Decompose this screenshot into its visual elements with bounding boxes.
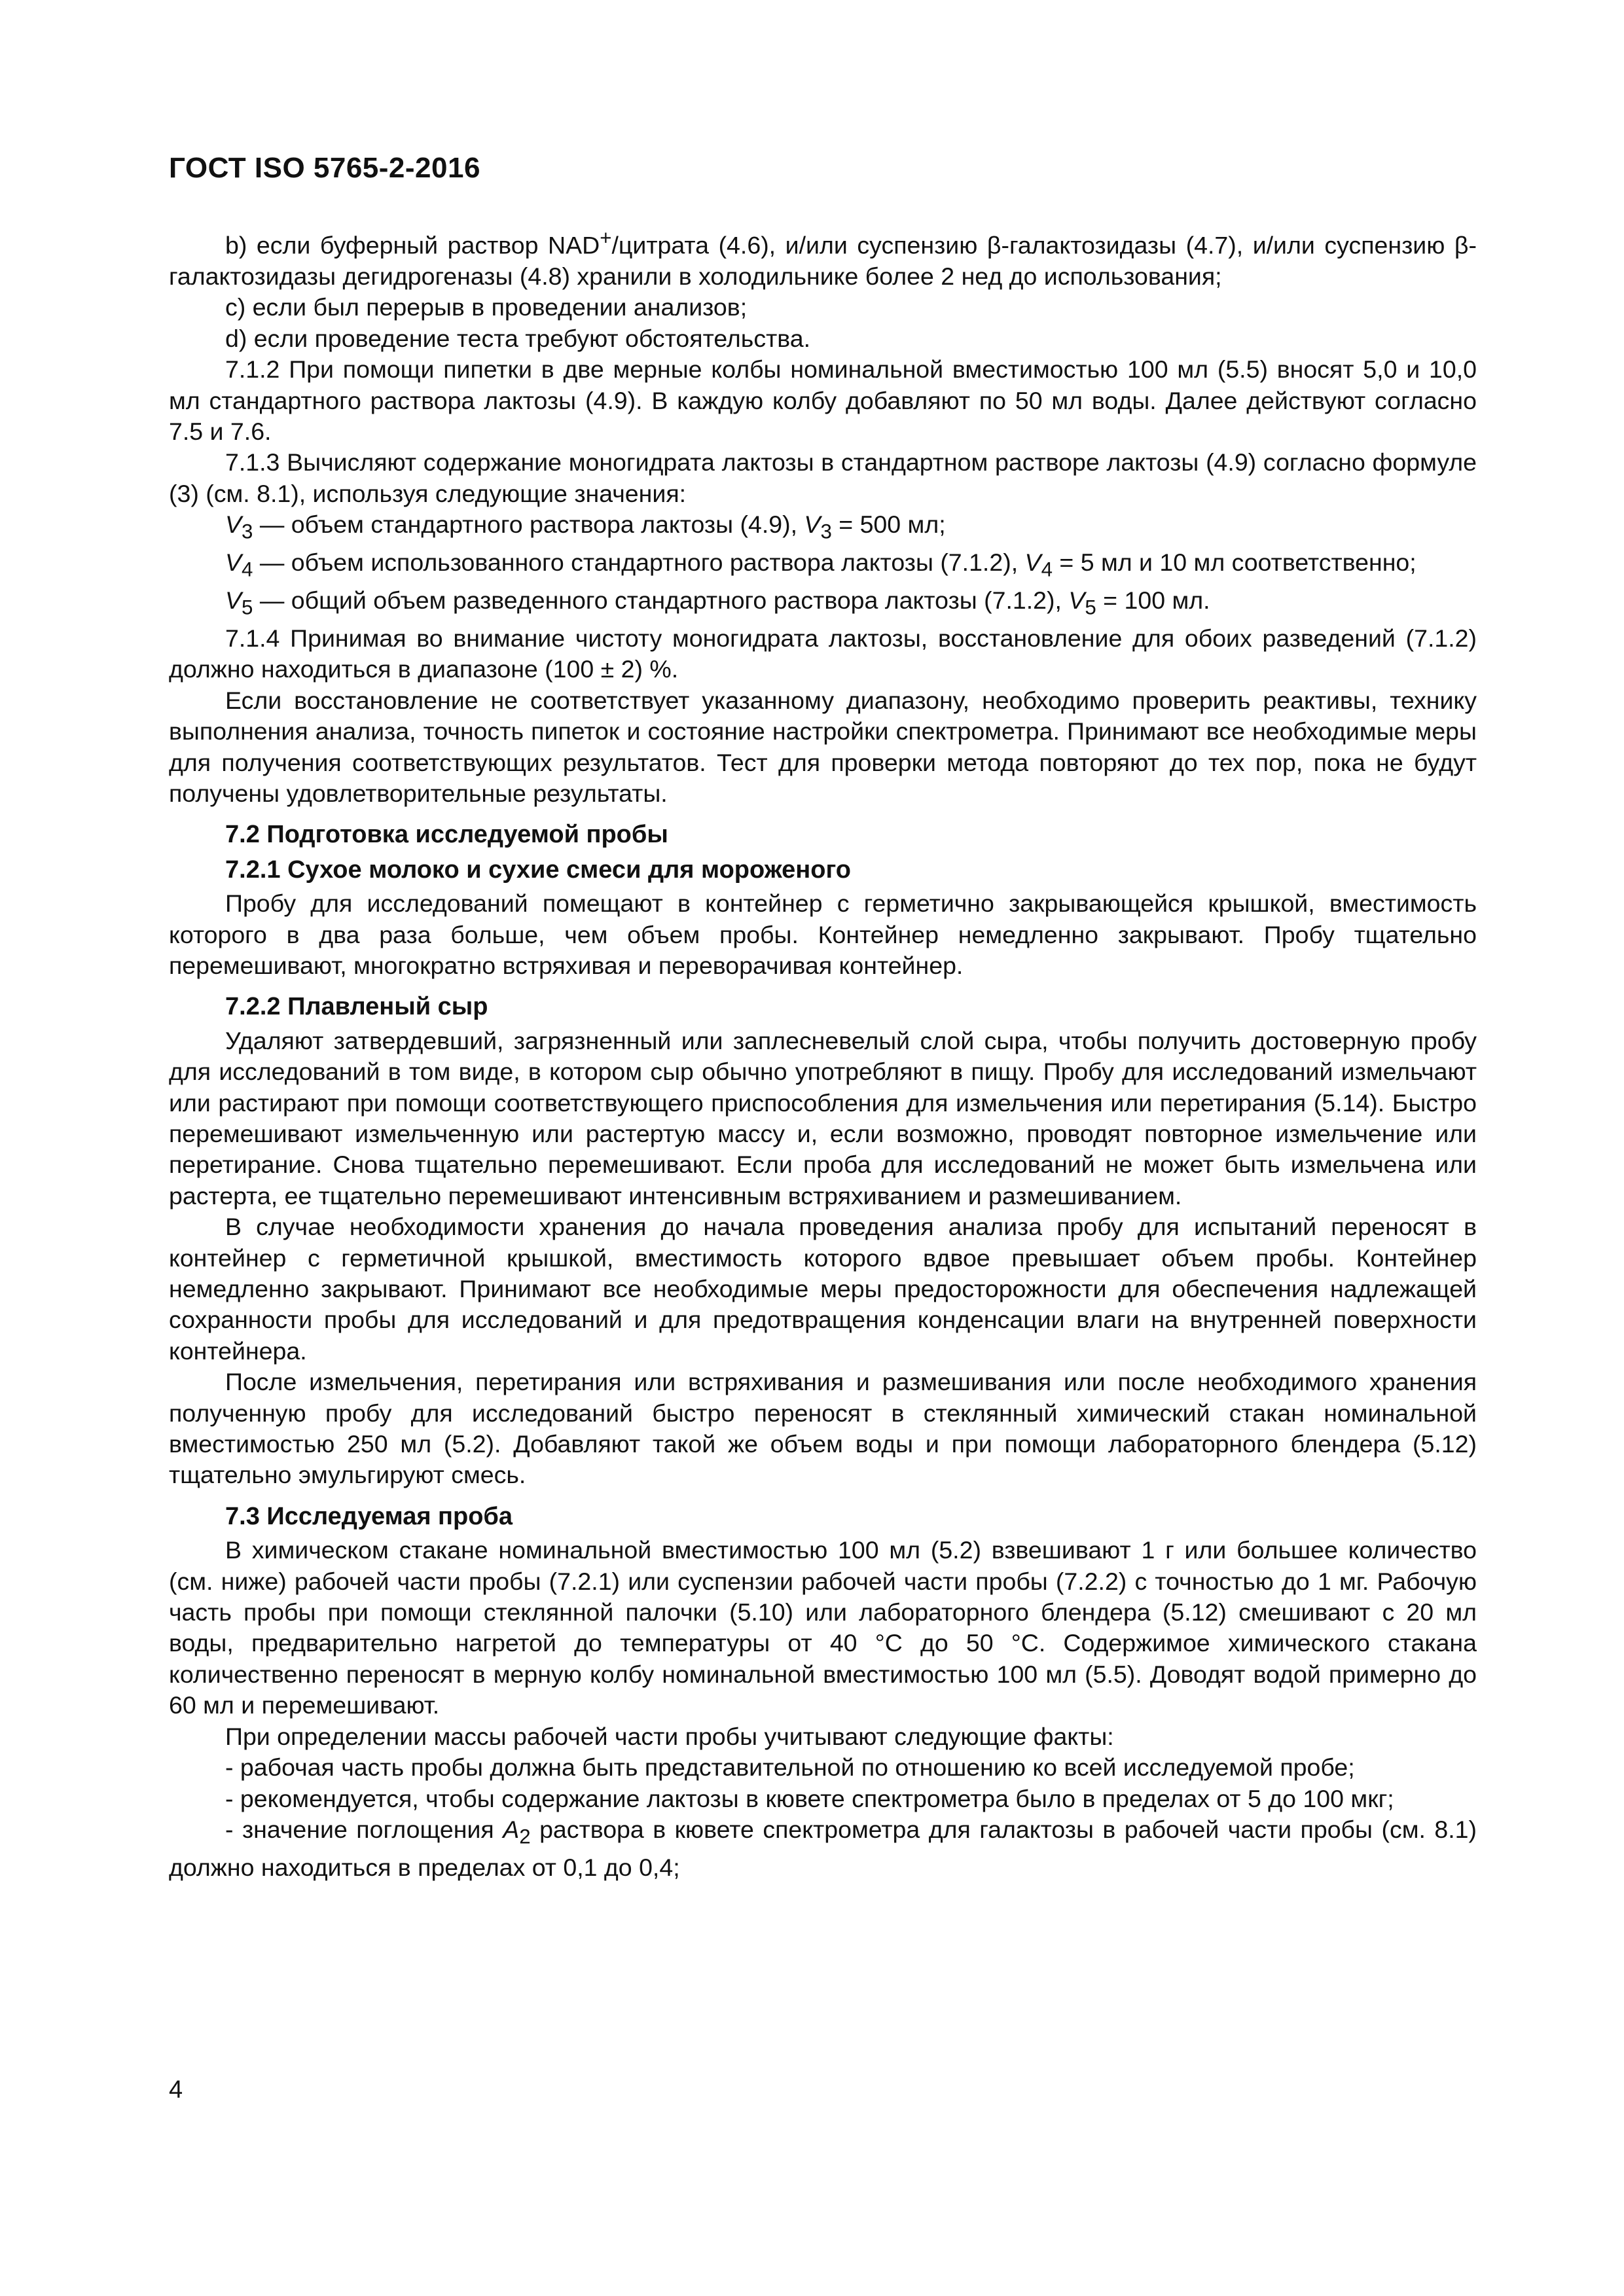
subscript: 4	[1041, 558, 1053, 581]
paragraph-mass-facts: При определении массы рабочей части пробы учитывают следующие факты:	[225, 1722, 1114, 1750]
variable: V	[804, 511, 821, 539]
subscript: 4	[242, 558, 253, 581]
section-heading-7-2: 7.2 Подготовка исследуемой пробы	[225, 821, 668, 849]
text-run: = 500 мл;	[831, 511, 946, 539]
variable: V	[225, 511, 242, 539]
paragraph-cheese-prep: Удаляют затвердевший, загрязненный или заплесневелый слой сыра, чтобы получить достоверную пробу для исследований в том виде, в котором сыр обычно употребляют в пищу. Пробу для исследований измельчают или растирают при помощи соответствующего приспособления для измельчения или перетирания (5.14). Быстро перемешивают измельченную или растертую массу и, если возможно, проводят повторное измельчение или перетирание. Снова тщательно перемешивают. Если проба для исследований не может быть измельчена или растерта, ее тщательно перемешивают интенсивным встряхиванием и размешиванием.	[169, 1026, 1477, 1210]
variable: V	[225, 586, 242, 614]
paragraph-7-1-3: 7.1.3 Вычисляют содержание моногидрата лактозы в стандартном растворе лактозы (4.9) согласно формуле (3) (см. 8.1), используя следующие значения:	[169, 448, 1477, 507]
subscript: 5	[1085, 596, 1096, 619]
paragraph-test-portion: В химическом стакане номинальной вместимостью 100 мл (5.2) взвешивают 1 г или большее количество (см. ниже) рабочей части пробы (7.2.1) или суспензии рабочей части пробы (7.2.2) с точностью до 1 мг. Рабочую часть пробы при помощи стеклянной палочки (5.10) или лабораторного блендера (5.12) смешивают с 20 мл воды, предварительно нагретой до температуры от 40 °С до 50 °С. Содержимое химического стакана количественно переносят в мерную колбу номинальной вместимостью 100 мл (5.5). Доводят водой примерно до 60 мл и перемешивают.	[169, 1536, 1477, 1719]
variable: V	[1024, 548, 1041, 577]
definition-v4	[169, 547, 1477, 585]
text-run: — объем стандартного раствора лактозы (4.9),	[253, 511, 804, 539]
paragraph-7-1-2: 7.1.2 При помощи пипетки в две мерные колбы номинальной вместимостью 100 мл (5.5) вносят 5,0 и 10,0 мл стандартного раствора лактозы (4.9). В каждую колбу добавляют по 50 мл воды. Далее действуют согласно 7.5 и 7.6.	[169, 355, 1477, 445]
definition-v3	[169, 509, 1477, 547]
text-run: — объем использованного стандартного раствора лактозы (7.1.2),	[253, 548, 1025, 577]
list-item-representative: - рабочая часть пробы должна быть представительной по отношению ко всей исследуемой пробе;	[225, 1753, 1355, 1782]
variable: V	[1068, 586, 1085, 614]
standard-header: ГОСТ ISO 5765-2-2016	[169, 152, 480, 184]
paragraph-item-c: c) если был перерыв в проведении анализов;	[225, 293, 748, 321]
subscript: 3	[820, 520, 832, 543]
subscript: 5	[242, 596, 253, 619]
paragraph-item-b	[169, 223, 1477, 292]
text-run: = 100 мл.	[1096, 586, 1210, 614]
text-run: /цитрата (4.6), и/или суспензию β-галактозидазы (4.7), и/или суспензию β-галактозидазы дегидрогеназы (4.8) хранили в холодильнике более 2 нед до использования;	[169, 231, 1477, 290]
paragraph-7-1-4: 7.1.4 Принимая во внимание чистоту моногидрата лактозы, восстановление для обоих разведений (7.1.2) должно находиться в диапазоне (100 ± 2) %.	[169, 624, 1477, 683]
text-run: = 5 мл и 10 мл соответственно;	[1052, 548, 1416, 577]
list-item-lactose-content: - рекомендуется, чтобы содержание лактозы в кювете спектрометра было в пределах от 5 до 100 мкг;	[225, 1784, 1394, 1812]
text-run: - значение поглощения	[225, 1815, 503, 1843]
paragraph-cheese-storage: В случае необходимости хранения до начала проведения анализа пробу для испытаний переносят в контейнер с герметичной крышкой, вместимость которого вдвое превышает объем пробы. Контейнер немедленно закрывают. Принимают все необходимые меры предосторожности для обеспечения надлежащей сохранности пробы для исследований и для предотвращения конденсации влаги на внутренней поверхности контейнера.	[169, 1213, 1477, 1365]
page-body	[169, 223, 1477, 1883]
section-heading-7-2-2: 7.2.2 Плавленый сыр	[225, 993, 488, 1021]
paragraph-recovery-note: Если восстановление не соответствует указанному диапазону, необходимо проверить реактивы, технику выполнения анализа, точность пипеток и состояние настройки спектрометра. Принимают все необходимые меры для получения соответствующих результатов. Тест для проверки метода повторяют до тех пор, пока не будут получены удовлетворительные результаты.	[169, 686, 1477, 807]
definition-v5	[169, 585, 1477, 623]
page-number: 4	[169, 2076, 183, 2104]
text-run: b) если буферный раствор NAD	[225, 231, 600, 259]
list-item-absorbance	[169, 1814, 1477, 1883]
section-heading-7-2-1: 7.2.1 Сухое молоко и сухие смеси для мороженого	[225, 855, 851, 884]
paragraph-item-d: d) если проведение теста требуют обстоятельства.	[225, 324, 811, 352]
text-run: — общий объем разведенного стандартного раствора лактозы (7.1.2),	[253, 586, 1069, 614]
paragraph-cheese-emulsify: После измельчения, перетирания или встряхивания и размешивания или после необходимого хранения полученную пробу для исследований быстро переносят в стеклянный химический стакан номинальной вместимостью 250 мл (5.2). Добавляют такой же объем воды и при помощи лабораторного блендера (5.12) тщательно эмульгируют смесь.	[169, 1368, 1477, 1489]
section-heading-7-3: 7.3 Исследуемая проба	[225, 1502, 513, 1530]
variable: A	[503, 1815, 520, 1843]
subscript: 2	[519, 1825, 531, 1848]
text-run: раствора в кювете спектрометра для галактозы в рабочей части пробы (см. 8.1) должно находиться в пределах от 0,1 до 0,4;	[169, 1815, 1477, 1881]
paragraph-dry-milk: Пробу для исследований помещают в контейнер с герметично закрывающейся крышкой, вместимость которого в два раза больше, чем объем пробы. Контейнер немедленно закрывают. Пробу тщательно перемешивают, многократно встряхивая и переворачивая контейнер.	[169, 889, 1477, 979]
superscript: +	[600, 226, 612, 249]
subscript: 3	[242, 520, 253, 543]
variable: V	[225, 548, 242, 577]
